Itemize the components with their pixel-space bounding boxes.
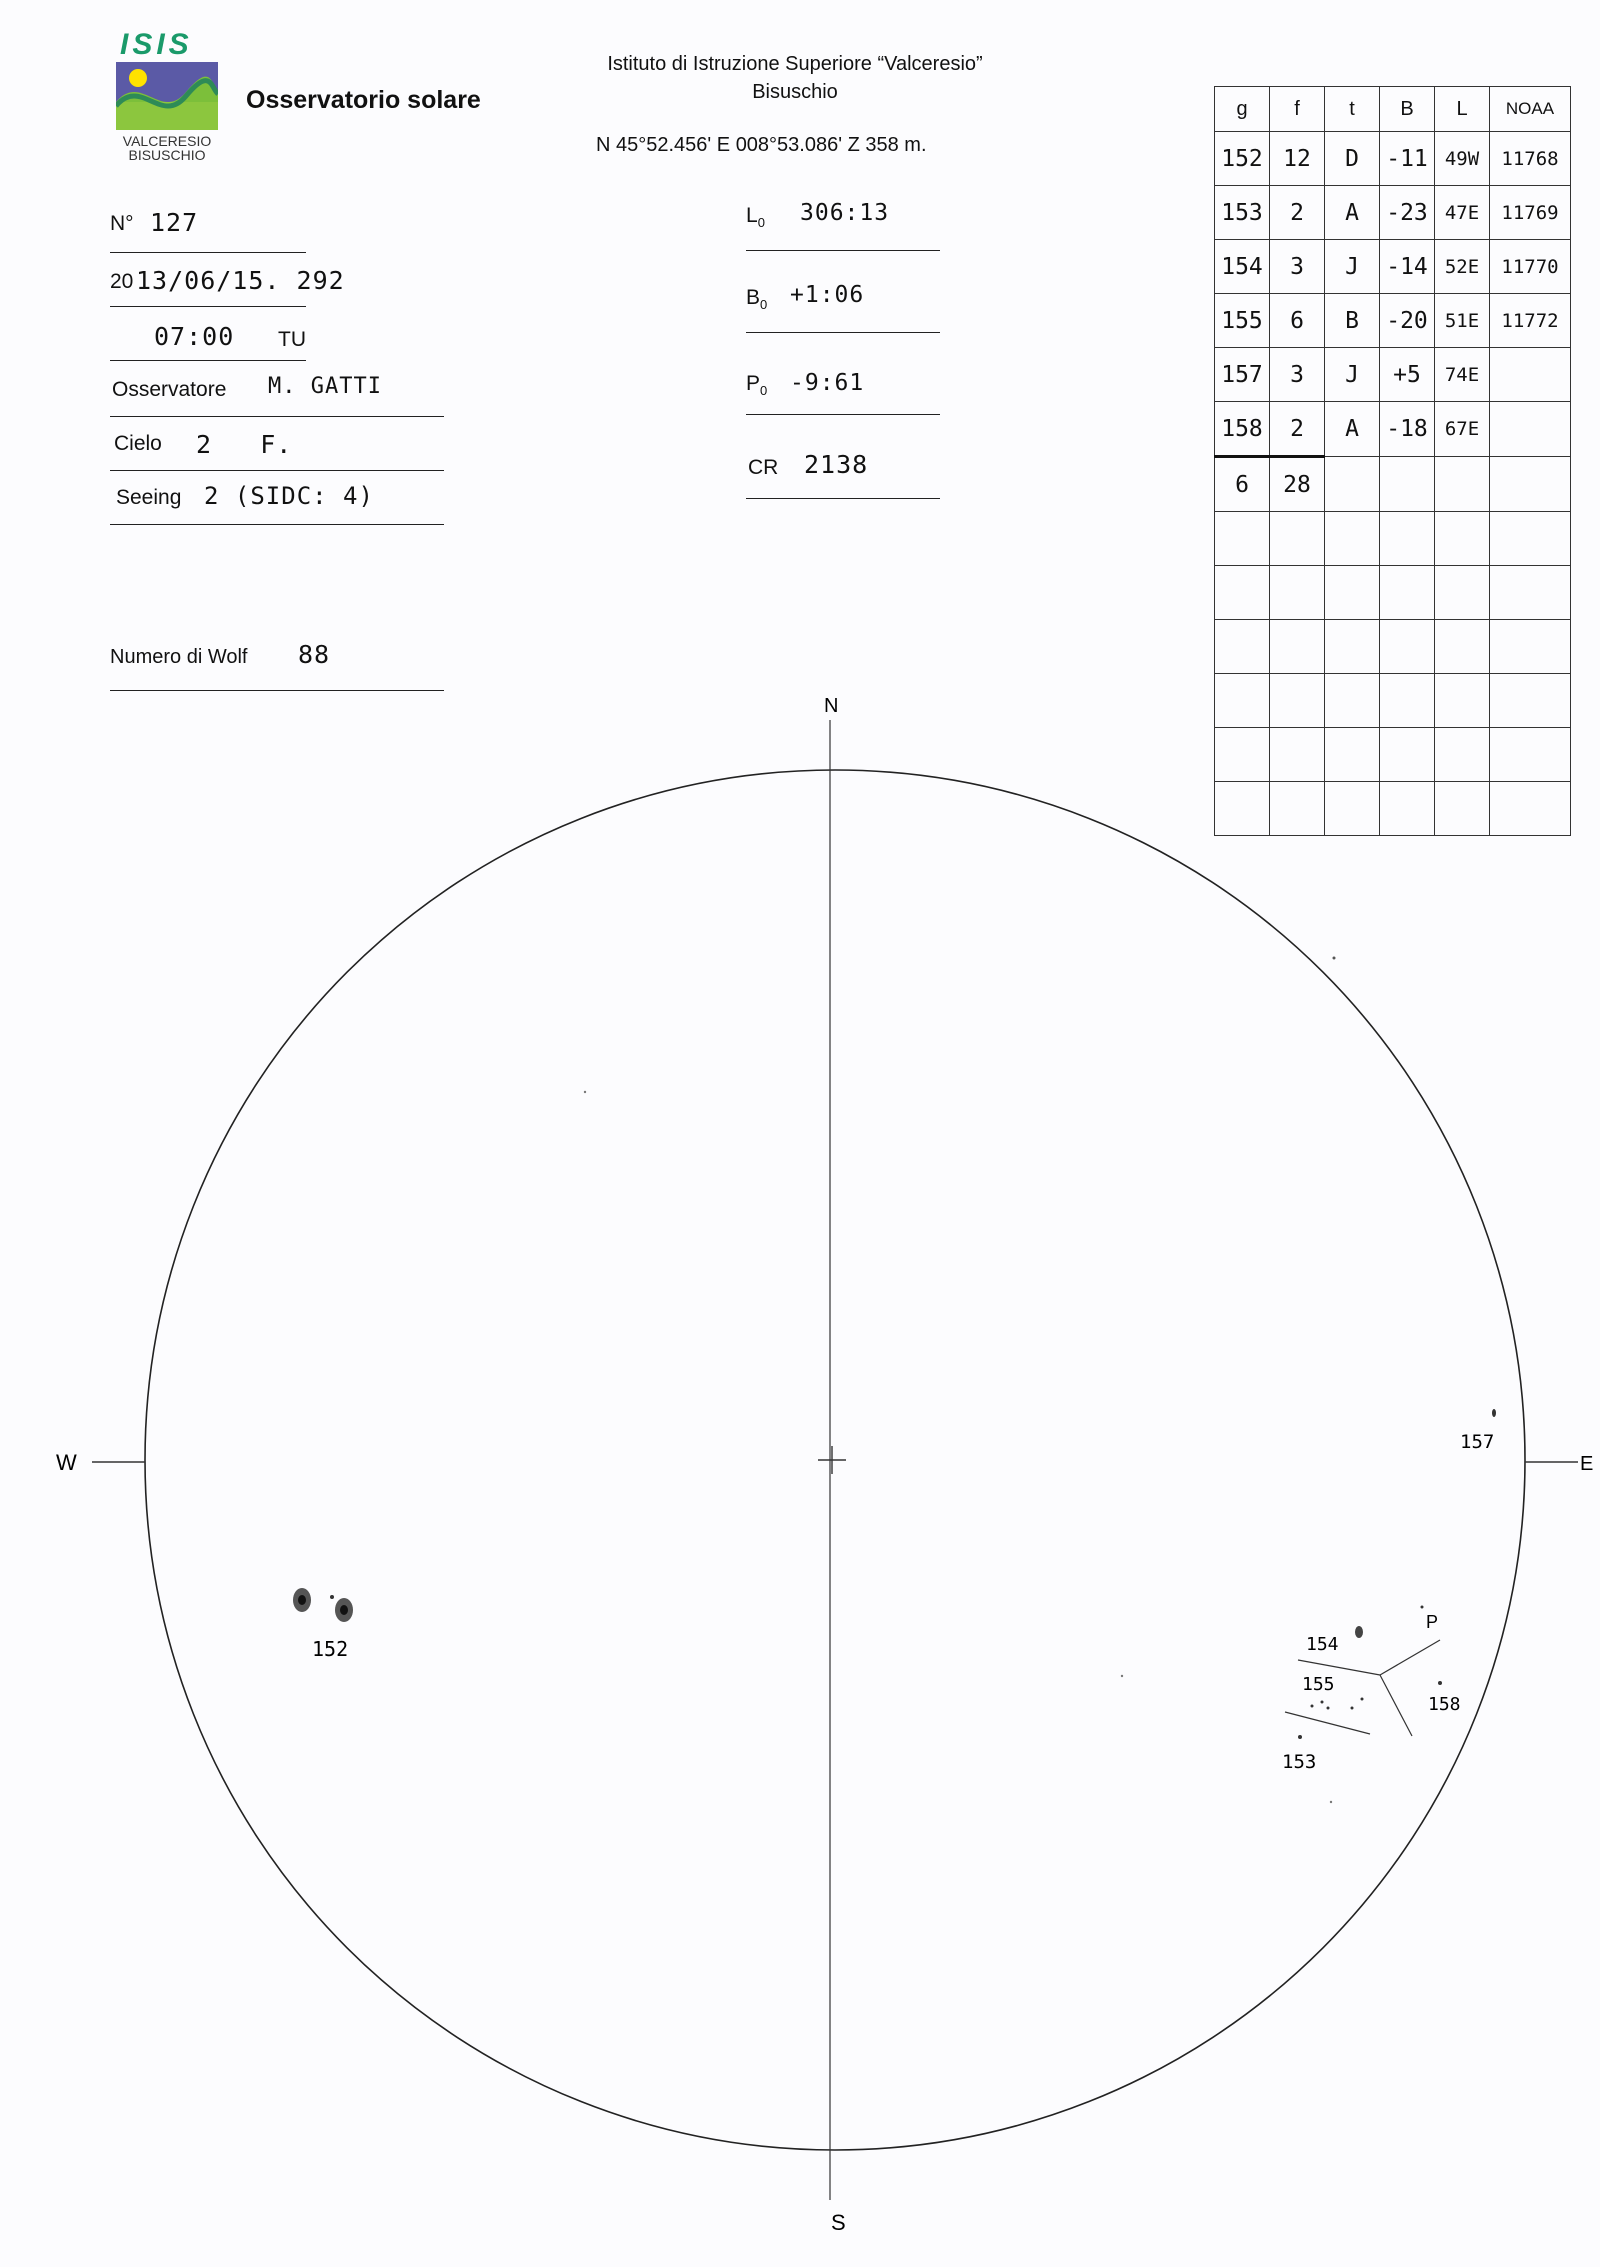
cell-f: 12 (1270, 132, 1325, 186)
sunspot-154 (1355, 1626, 1363, 1638)
north-label: N (824, 695, 839, 717)
west-label: W (56, 1450, 77, 1475)
cell-f: 6 (1270, 294, 1325, 348)
group-153-label: 153 (1282, 1751, 1317, 1773)
sunspot-157 (1492, 1409, 1496, 1417)
cell-g: 155 (1215, 294, 1270, 348)
group-152-label: 152 (312, 1637, 349, 1661)
cell-t: J (1325, 348, 1380, 402)
institute-town: Bisuschio (752, 81, 838, 103)
header-noaa: NOAA (1490, 87, 1571, 132)
p0-value: -9:61 (790, 370, 865, 396)
sky-value: 2 F. (196, 430, 293, 459)
observatory-coordinates: N 45°52.456' E 008°53.086' Z 358 m. (596, 134, 927, 156)
cell-t: B (1325, 294, 1380, 348)
date-value: 13/06/15. 292 (136, 266, 345, 295)
total-spots: 28 (1270, 457, 1325, 512)
seeing-label: Seeing (116, 486, 182, 509)
total-groups: 6 (1215, 457, 1270, 512)
cell-b: -14 (1380, 240, 1435, 294)
logo-sub-line2: BISUSCHIO (128, 147, 206, 163)
cell-l: 67E (1435, 402, 1490, 457)
page-title: Osservatorio solare (246, 86, 481, 114)
cell-g: 153 (1215, 186, 1270, 240)
observer-value: M. GATTI (268, 374, 382, 399)
region-p-label: P (1426, 1612, 1439, 1632)
carrington-label: CR (748, 456, 779, 479)
l0-value: 306:13 (800, 200, 890, 226)
cell-b: -20 (1380, 294, 1435, 348)
seeing-value: 2 (SIDC: 4) (204, 482, 374, 510)
group-154-label: 154 (1306, 1634, 1339, 1655)
cell-f: 3 (1270, 240, 1325, 294)
south-label: S (831, 2210, 846, 2235)
header-t: t (1325, 87, 1380, 132)
wolf-value: 88 (298, 640, 331, 669)
carrington-value: 2138 (804, 450, 869, 479)
cell-l: 52E (1435, 240, 1490, 294)
divider-line (1285, 1712, 1370, 1734)
cell-noaa: 11772 (1490, 294, 1571, 348)
b0-value: +1:06 (790, 282, 865, 308)
sunspot-153 (1298, 1735, 1302, 1739)
east-label: E (1580, 1453, 1594, 1475)
cell-t: A (1325, 186, 1380, 240)
cell-t: A (1325, 402, 1380, 457)
divider-line (1298, 1660, 1380, 1675)
cell-b: -11 (1380, 132, 1435, 186)
sunspot-158 (1438, 1681, 1442, 1685)
cell-f: 2 (1270, 402, 1325, 457)
cell-g: 154 (1215, 240, 1270, 294)
header-g: g (1215, 87, 1270, 132)
cell-g: 152 (1215, 132, 1270, 186)
cell-g: 157 (1215, 348, 1270, 402)
group-158-label: 158 (1428, 1694, 1461, 1715)
institute-name: Istituto di Istruzione Superiore “Valceresio” (607, 53, 983, 75)
date-prefix: 20 (110, 270, 134, 293)
logo-sub-line1: VALCERESIO (122, 133, 212, 149)
group-157-label: 157 (1460, 1431, 1495, 1453)
cell-l: 49W (1435, 132, 1490, 186)
sky-label: Cielo (114, 432, 162, 455)
cell-b: -23 (1380, 186, 1435, 240)
cell-f: 3 (1270, 348, 1325, 402)
group-155-label: 155 (1302, 1674, 1335, 1695)
cell-t: J (1325, 240, 1380, 294)
b0-label: $B_0$ (746, 286, 768, 313)
header-l: L (1435, 87, 1490, 132)
l0-label: $L_0$ (746, 204, 765, 231)
cell-noaa: 11770 (1490, 240, 1571, 294)
cell-l: 51E (1435, 294, 1490, 348)
cell-noaa: 11768 (1490, 132, 1571, 186)
cell-l: 47E (1435, 186, 1490, 240)
divider-line (1380, 1640, 1440, 1675)
time-unit: TU (278, 328, 306, 351)
time-value: 07:00 (154, 322, 235, 351)
cell-t: D (1325, 132, 1380, 186)
cell-l: 74E (1435, 348, 1490, 402)
header-f: f (1270, 87, 1325, 132)
cell-b: +5 (1380, 348, 1435, 402)
cell-b: -18 (1380, 402, 1435, 457)
p0-label: $P_0$ (746, 372, 768, 399)
header-b: B (1380, 87, 1435, 132)
divider-line (1380, 1675, 1412, 1736)
observer-label: Osservatore (112, 378, 227, 401)
wolf-label: Numero di Wolf (110, 646, 248, 668)
number-value: 127 (150, 208, 199, 237)
number-label: N° (110, 212, 134, 235)
cell-noaa: 11769 (1490, 186, 1571, 240)
cell-g: 158 (1215, 402, 1270, 457)
cell-f: 2 (1270, 186, 1325, 240)
logo-wordmark: ISIS (120, 28, 193, 61)
